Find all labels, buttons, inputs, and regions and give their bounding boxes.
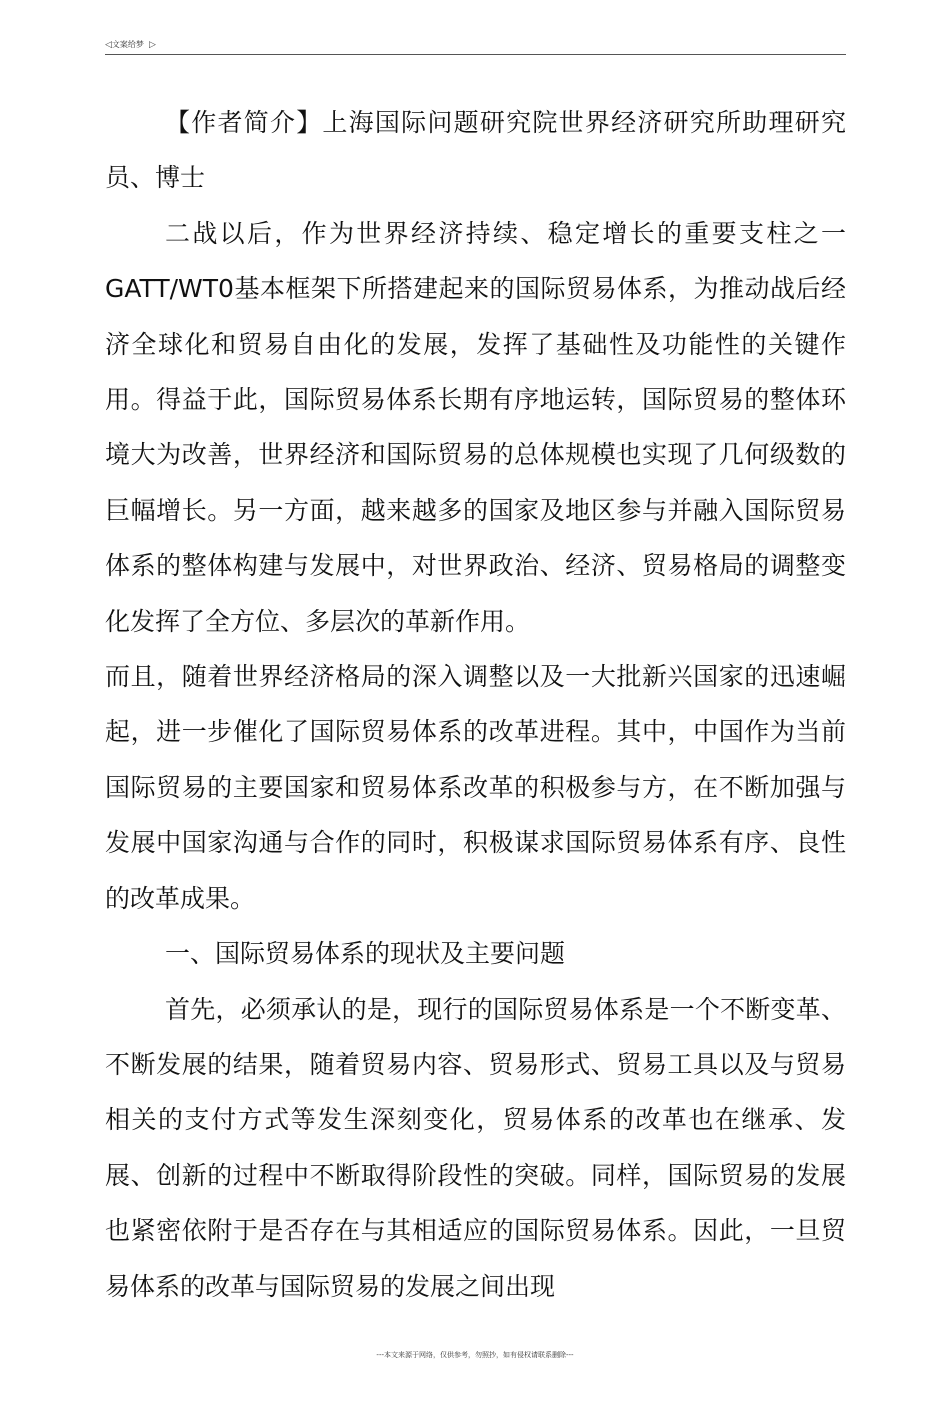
- right-triangle-icon: ▷: [149, 40, 156, 50]
- body-paragraph: 首先，必须承认的是，现行的国际贸易体系是一个不断变革、不断发展的结果，随着贸易内容、贸易形式、贸易工具以及与贸易相关的支付方式等发生深刻变化，贸易体系的改革也在继承、发展、创新的过程中不断取得阶段性的突破。同样，国际贸易的发展也紧密依附于是否存在与其相适应的国际贸易体系。因此，一旦贸易体系的改革与国际贸易的发展之间出现: [105, 994, 846, 1301]
- section-heading: 一、国际贸易体系的现状及主要问题: [165, 939, 566, 969]
- document-body: [105, 95, 846, 1314]
- author-intro-paragraph: 【作者简介】上海国际问题研究院世界经济研究所助理研究员、博士: [105, 108, 846, 193]
- left-triangle-icon: ◁: [105, 40, 112, 50]
- body-paragraph: 二战以后，作为世界经济持续、稳定增长的重要支柱之一GATT/WT0基本框架下所搭建起来的国际贸易体系，为推动战后经济全球化和贸易自由化的发展，发挥了基础性及功能性的关键作用。得益于此，国际贸易体系长期有序地运转，国际贸易的整体环境大为改善，世界经济和国际贸易的总体规模也实现了几何级数的巨幅增长。另一方面，越来越多的国家及地区参与并融入国际贸易体系的整体构建与发展中，对世界政治、经济、贸易格局的调整变化发挥了全方位、多层次的革新作用。: [105, 218, 846, 636]
- page-header: [105, 38, 846, 55]
- body-paragraph: 而且，随着世界经济格局的深入调整以及一大批新兴国家的迅速崛起，进一步催化了国际贸易体系的改革进程。其中，中国作为当前国际贸易的主要国家和贸易体系改革的积极参与方，在不断加强与发展中国家沟通与合作的同时，积极谋求国际贸易体系有序、良性的改革成果。: [105, 662, 846, 913]
- page-footer: ---本文来源于网络，仅供参考，勿照抄，如有侵权请联系删除---: [376, 1351, 574, 1359]
- header-title: 文案给梦: [111, 40, 144, 49]
